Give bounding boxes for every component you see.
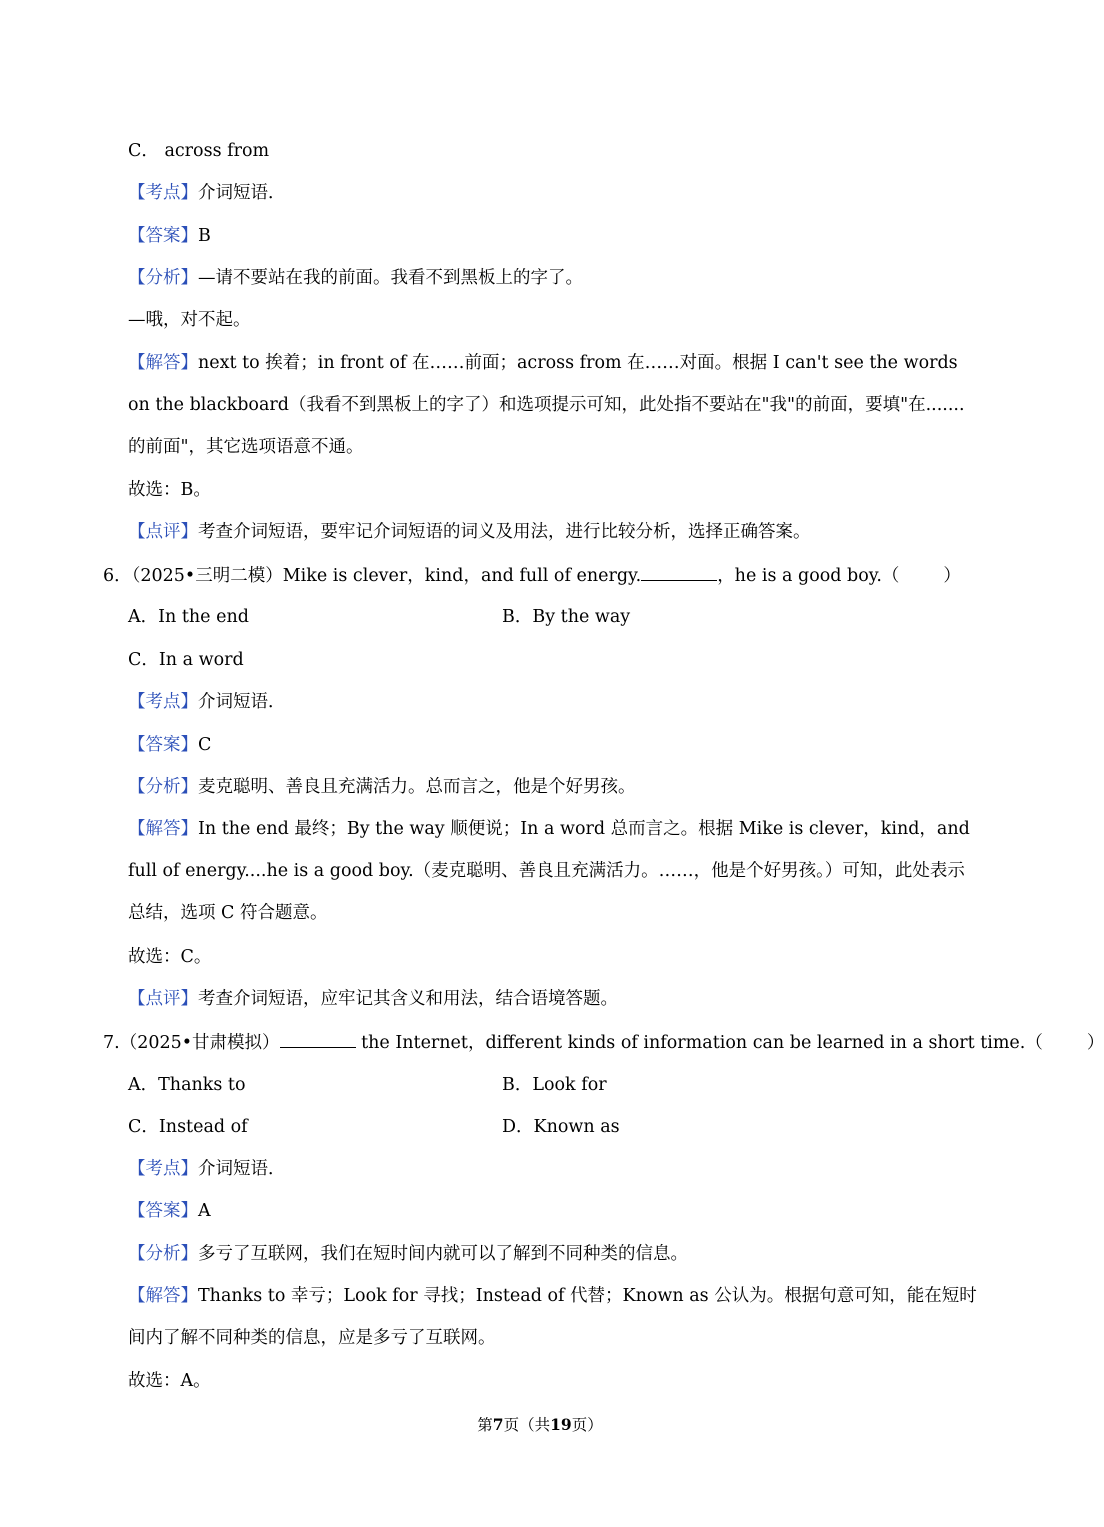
q7-kaodian-text: 介词短语． (198, 1159, 286, 1179)
footer-prefix: 第 (477, 1416, 493, 1434)
q6-fenxi-text: 麦克聪明、善良且充满活力。总而言之，他是个好男孩。 (198, 777, 636, 797)
q6-jieda (128, 808, 978, 934)
fenxi-tag: 【分析】 (128, 777, 198, 797)
dianping-tag: 【点评】 (128, 522, 198, 542)
q7-stem (103, 1030, 1104, 1055)
q7-paren-close: ） (1086, 1033, 1104, 1053)
kaodian-tag: 【考点】 (128, 1159, 198, 1179)
q5-jieda-text: next to 挨着；in front of 在……前面；across from 在……对面。根据 I can't see the words on the blackboard（我看不到黑板上的字了）和选项提示可知，此处指不要站在"我"的前面，要填"在.......的前面"，其它选项语意不通。 (128, 353, 965, 457)
footer-total-pages: 19 (550, 1415, 572, 1434)
q6-jieda-text: In the end 最终；By the way 顺便说；In a word 总而言之。根据 Mike is clever，kind，and full of energy....he is a good boy.（麦克聪明、善良且充满活力。……，他是个好男孩。）可知，此处表示总结，选项 C 符合题意。 (128, 819, 970, 923)
q6-dianping (128, 987, 618, 1011)
q6-stem-end: ，he is a good boy.（ (717, 566, 900, 586)
daan-tag: 【答案】 (128, 226, 198, 246)
jieda-tag: 【解答】 (128, 819, 198, 839)
footer-suffix: 页） (571, 1416, 603, 1434)
q6-paren-close: ） (943, 566, 961, 586)
q7-jieda-text: Thanks to 幸亏；Look for 寻找；Instead of 代替；Known as 公认为。根据句意可知，能在短时间内了解不同种类的信息，应是多亏了互联网。 (128, 1286, 977, 1348)
daan-tag: 【答案】 (128, 1201, 198, 1221)
q6-option-c: C．In a word (128, 650, 244, 670)
q5-guxuan: 故选：B。 (128, 480, 211, 500)
kaodian-tag: 【考点】 (128, 692, 198, 712)
q7-jieda (128, 1275, 978, 1359)
fenxi-tag: 【分析】 (128, 1244, 198, 1264)
daan-tag: 【答案】 (128, 735, 198, 755)
q5-fenxi-text: —请不要站在我的前面。我看不到黑板上的字了。 (198, 268, 583, 288)
q7-option-b: B．Look for (502, 1075, 607, 1095)
fenxi-tag: 【分析】 (128, 268, 198, 288)
q6-kaodian-text: 介词短语． (198, 692, 286, 712)
q6-guxuan: 故选：C。 (128, 947, 212, 967)
q7-blank (280, 1030, 356, 1048)
jieda-tag: 【解答】 (128, 353, 198, 373)
q5-option-c: C． across from (128, 141, 270, 161)
q6-kaodian (128, 690, 286, 714)
q7-fenxi-text: 多亏了互联网，我们在短时间内就可以了解到不同种类的信息。 (198, 1244, 688, 1264)
q5-answer: B (198, 226, 211, 246)
footer-mid: 页（共 (503, 1416, 551, 1434)
q6-stem (103, 563, 961, 588)
footer-page-number: 7 (492, 1415, 504, 1434)
q7-option-d: D．Known as (502, 1117, 620, 1137)
q6-daan (128, 733, 211, 757)
q6-fenxi (128, 775, 636, 799)
kaodian-tag: 【考点】 (128, 183, 198, 203)
q5-kaodian-text: 介词短语． (198, 183, 286, 203)
q7-fenxi (128, 1242, 688, 1266)
q5-dianping (128, 520, 811, 544)
q5-fenxi-2: —哦，对不起。 (128, 310, 251, 330)
q5-dianping-text: 考查介词短语，要牢记介词短语的词义及用法，进行比较分析，选择正确答案。 (198, 522, 811, 542)
page-footer (0, 1414, 1080, 1436)
q5-kaodian (128, 181, 286, 205)
q6-blank (641, 563, 717, 581)
q6-stem-start: 6．（2025•三明二模）Mike is clever，kind，and full of energy. (103, 566, 642, 586)
q7-option-c: C．Instead of (128, 1117, 248, 1137)
dianping-tag: 【点评】 (128, 989, 198, 1009)
q7-stem-start: 7.（2025•甘肃模拟） (103, 1033, 280, 1053)
q6-option-a: A．In the end (128, 607, 249, 627)
q7-kaodian (128, 1157, 286, 1181)
q7-answer: A (198, 1201, 211, 1221)
q6-dianping-text: 考查介词短语，应牢记其含义和用法，结合语境答题。 (198, 989, 618, 1009)
q7-daan (128, 1199, 211, 1223)
q7-stem-end: the Internet，different kinds of information can be learned in a short time.（ (355, 1033, 1043, 1053)
q5-daan (128, 224, 211, 248)
q6-answer: C (198, 735, 212, 755)
jieda-tag: 【解答】 (128, 1286, 198, 1306)
q5-jieda (128, 342, 978, 468)
q6-option-b: B．By the way (502, 607, 631, 627)
q5-fenxi (128, 266, 583, 290)
q7-guxuan: 故选：A。 (128, 1371, 211, 1391)
q7-option-a: A．Thanks to (128, 1075, 246, 1095)
